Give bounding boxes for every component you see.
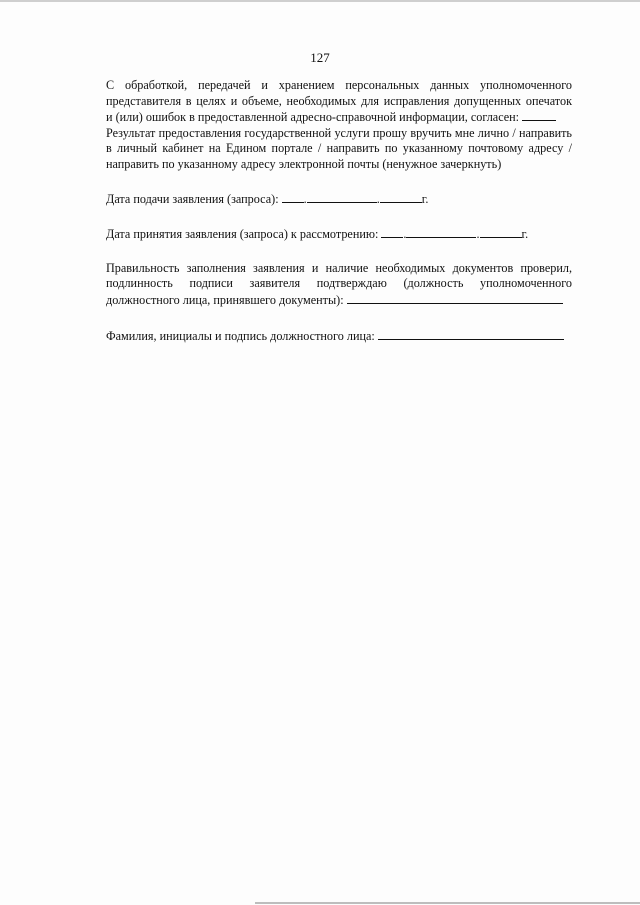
submission-month-blank[interactable] — [307, 191, 377, 203]
verification-line-3 — [106, 292, 572, 309]
consent-line-2: представителя в целях и объеме, необходимых для исправления допущенных опечаток — [106, 93, 572, 108]
consent-line-3 — [106, 109, 572, 126]
official-signature-row — [106, 328, 572, 345]
official-position-blank[interactable] — [347, 292, 563, 304]
acceptance-day-blank[interactable] — [381, 226, 403, 238]
acceptance-date-label: Дата принятия заявления (запроса) к рассмотрению: — [106, 227, 379, 242]
submission-date-label: Дата подачи заявления (запроса): — [106, 191, 279, 206]
form-content — [106, 78, 572, 344]
acceptance-date-row — [106, 226, 572, 243]
verification-paragraph — [106, 261, 572, 309]
acceptance-date-sep-1: . — [403, 227, 407, 242]
consent-paragraph — [106, 78, 572, 173]
submission-date-suffix: г. — [421, 191, 429, 206]
submission-date-sep-1: . — [303, 191, 307, 206]
consent-line-1: С обработкой, передачей и хранением персональных данных уполномоченного — [106, 78, 572, 92]
verification-line-2: подлинность подписи заявителя подтверждаю (должность уполномоченного — [106, 276, 572, 291]
verification-line-3-text: должностного лица, принявшего документы): — [106, 292, 344, 307]
consent-line-6: направить по указанному адресу электронной почты (ненужное зачеркнуть) — [106, 156, 502, 171]
acceptance-date-suffix: г. — [521, 227, 529, 242]
official-signature-label: Фамилия, инициалы и подпись должностного лица: — [106, 328, 375, 343]
scan-edge-top — [0, 0, 640, 2]
official-signature-blank[interactable] — [378, 328, 564, 340]
acceptance-year-blank[interactable] — [480, 226, 522, 238]
verification-line-1: Правильность заполнения заявления и наличие необходимых документов проверил, — [106, 260, 572, 275]
submission-date-row — [106, 191, 572, 208]
acceptance-date-sep-2: . — [476, 227, 480, 242]
acceptance-month-blank[interactable] — [406, 226, 476, 238]
consent-line-3-text: и (или) ошибок в предоставленной адресно-справочной информации, согласен: — [106, 110, 520, 125]
consent-line-4: Результат предоставления государственной услуги прошу вручить мне лично / направить — [106, 125, 572, 140]
consent-blank[interactable] — [522, 109, 556, 121]
consent-line-5: в личный кабинет на Едином портале / направить по указанному почтовому адресу / — [106, 141, 572, 156]
scan-edge-bottom — [255, 902, 640, 904]
submission-year-blank[interactable] — [380, 191, 422, 203]
submission-date-sep-2: . — [376, 191, 380, 206]
page-number: 127 — [310, 50, 330, 65]
submission-day-blank[interactable] — [282, 191, 304, 203]
